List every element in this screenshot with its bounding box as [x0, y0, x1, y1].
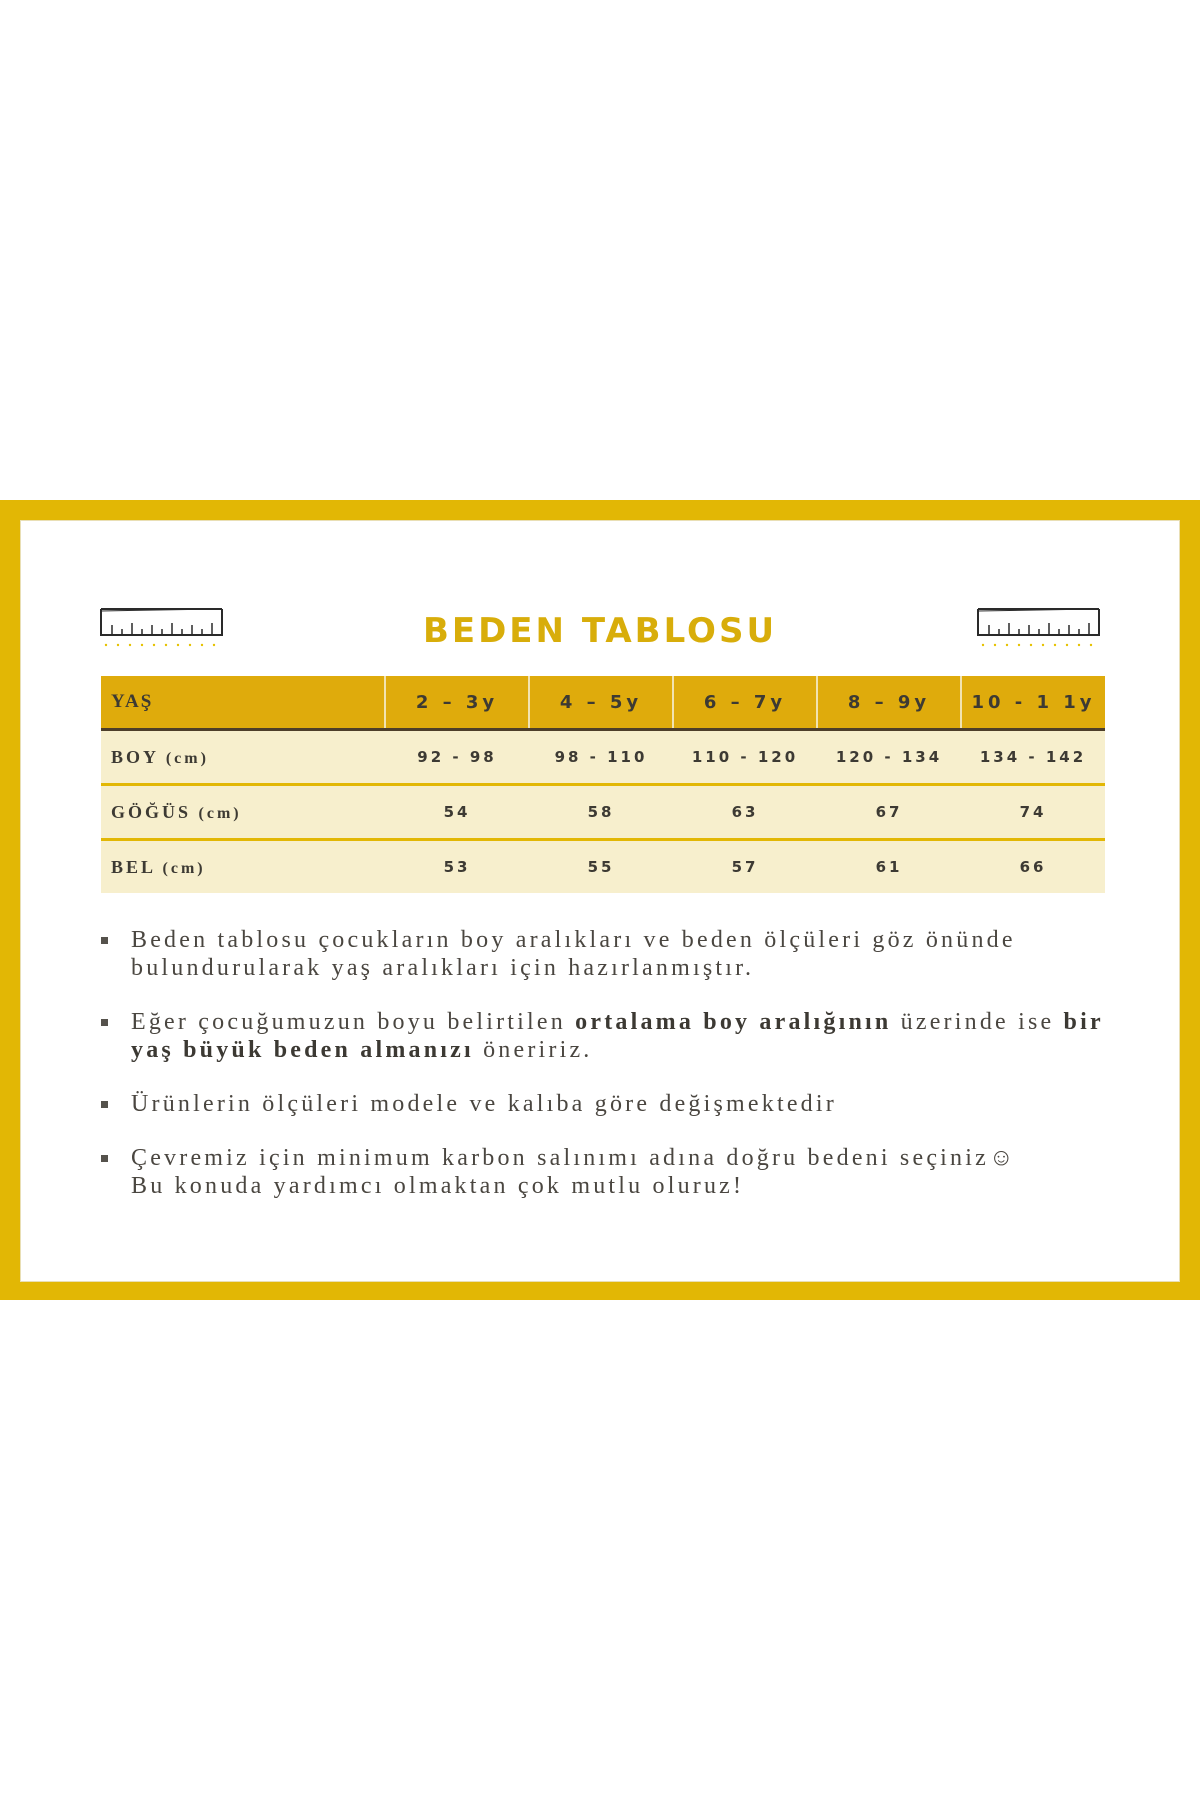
table-cell: 74: [961, 785, 1105, 840]
table-row: [101, 785, 1105, 840]
table-header-cell: 8 – 9y: [817, 676, 961, 730]
table-header-cell: 6 – 7y: [673, 676, 817, 730]
note-text: üzerinde ise: [891, 1009, 1064, 1035]
table-header-cell: 2 – 3y: [385, 676, 529, 730]
note-item: [101, 1144, 1111, 1200]
table-cell: 55: [529, 840, 673, 894]
note-text: Çevremiz için minimum karbon salınımı adına doğru bedeni seçiniz☺: [131, 1145, 1017, 1171]
table-cell: 120 - 134: [817, 730, 961, 785]
size-table: [101, 676, 1105, 893]
row-label-text: BOY: [111, 746, 159, 767]
note-text: Eğer çocuğumuzun boyu belirtilen: [131, 1009, 576, 1035]
note-text: öneririz.: [473, 1037, 593, 1063]
row-label: [101, 785, 385, 840]
bullet-icon: [101, 937, 108, 944]
table-row: [101, 730, 1105, 785]
row-label: [101, 730, 385, 785]
row-unit: (cm): [198, 804, 242, 822]
size-chart-frame: [0, 500, 1200, 1300]
note-text: Ürünlerin ölçüleri modele ve kalıba göre değişmektedir: [131, 1091, 837, 1117]
table-cell: 54: [385, 785, 529, 840]
table-cell: 134 - 142: [961, 730, 1105, 785]
table-cell: 58: [529, 785, 673, 840]
note-text: Bu konuda yardımcı olmaktan çok mutlu oluruz!: [131, 1173, 745, 1199]
table-header-cell: 10 - 1 1y: [961, 676, 1105, 730]
table-header-cell: 4 – 5y: [529, 676, 673, 730]
note-emphasis: ortalama boy aralığının: [575, 1009, 892, 1035]
note-item: [101, 926, 1111, 982]
ruler-icon: [975, 601, 1103, 653]
table-cell: 57: [673, 840, 817, 894]
row-label: [101, 840, 385, 894]
row-unit: (cm): [162, 859, 206, 877]
table-cell: 98 - 110: [529, 730, 673, 785]
note-text: Beden tablosu çocukların boy aralıkları ve beden ölçüleri göz önünde bulundurularak yaş aralıkları için hazırlanmıştır.: [131, 927, 1016, 981]
table-cell: 66: [961, 840, 1105, 894]
row-unit: (cm): [165, 749, 209, 767]
note-emphasis: bir yaş büyük beden almanızı: [131, 1009, 1104, 1063]
table-cell: 63: [673, 785, 817, 840]
row-label-text: GÖĞÜS: [111, 801, 192, 822]
table-cell: 110 - 120: [673, 730, 817, 785]
row-label-text: BEL: [111, 856, 156, 877]
table-row: [101, 840, 1105, 894]
page-title: BEDEN TABLOSU: [422, 611, 778, 651]
table-header-row: [101, 676, 1105, 730]
table-cell: 92 - 98: [385, 730, 529, 785]
size-chart-card: [20, 520, 1180, 1282]
bullet-icon: [101, 1101, 108, 1108]
table-header-cell: YAŞ: [101, 676, 385, 730]
bullet-icon: [101, 1155, 108, 1162]
table-cell: 53: [385, 840, 529, 894]
table-cell: 61: [817, 840, 961, 894]
table-cell: 67: [817, 785, 961, 840]
note-item: [101, 1090, 1111, 1118]
bullet-icon: [101, 1019, 108, 1026]
note-item: [101, 1008, 1111, 1064]
notes-list: [101, 926, 1111, 1226]
